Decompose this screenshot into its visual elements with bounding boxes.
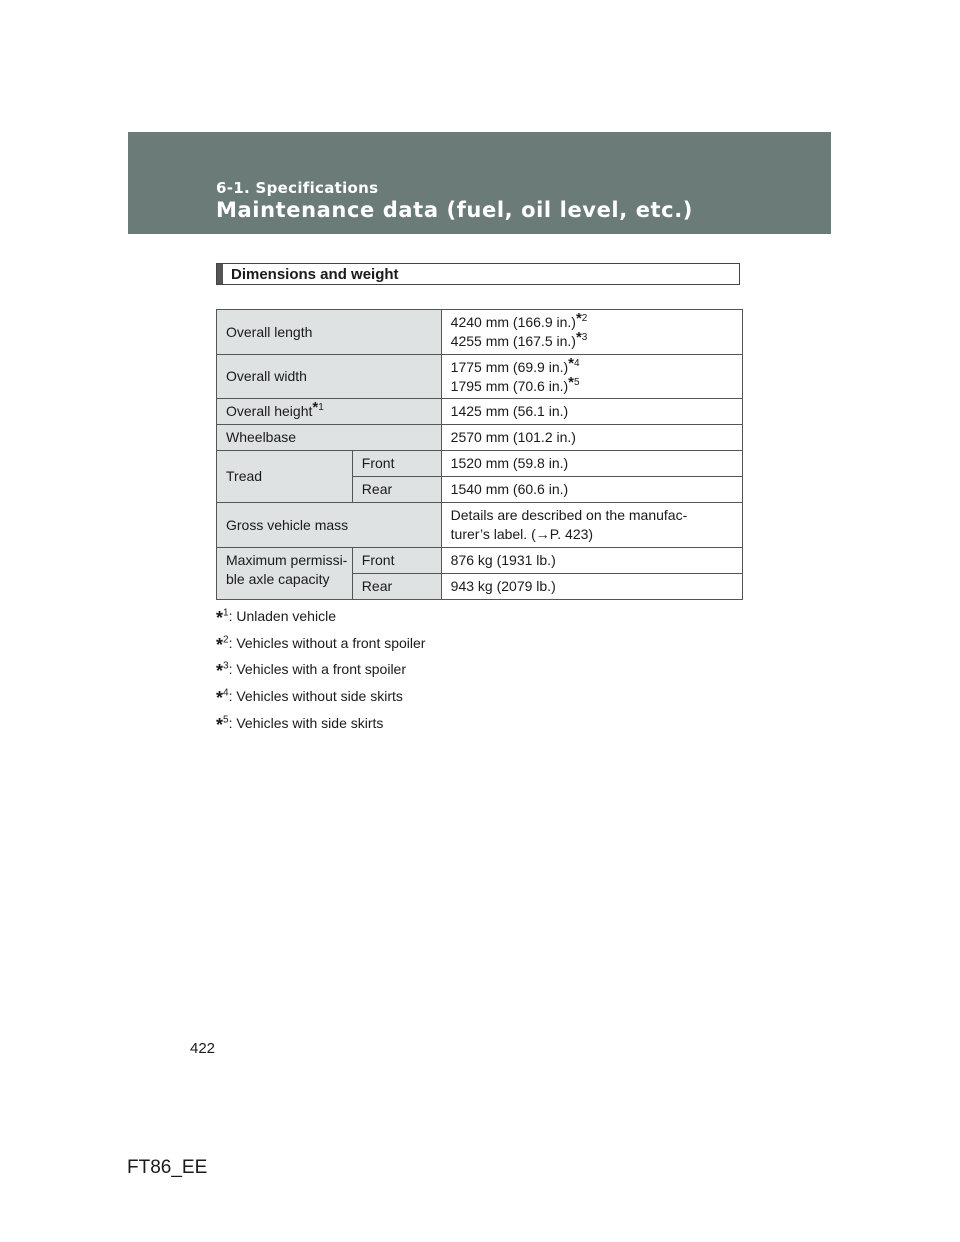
overall-width-line1: 1775 mm (69.9 in.) [450,358,569,375]
gross-vehicle-mass-label: Gross vehicle mass [217,503,442,548]
overall-width-value [441,355,742,399]
asterisk: * [575,329,582,347]
footnote-number: 5 [223,714,229,726]
asterisk: * [216,608,224,628]
axle-rear-label: Rear [352,574,441,600]
table-row [217,503,743,548]
section-label: 6-1. Specifications [216,179,379,197]
axle-capacity-label: Maximum permissi- ble axle capacity [217,548,353,600]
subheading-bar [217,264,223,284]
wheelbase-value: 2570 mm (101.2 in.) [441,425,742,451]
footnote [216,683,425,710]
asterisk: * [575,310,582,328]
axle-rear-value: 943 kg (2079 lb.) [441,574,742,600]
footnotes [216,603,425,736]
axle-front-value: 876 kg (1931 lb.) [441,548,742,574]
wheelbase-label: Wheelbase [217,425,442,451]
asterisk: * [312,399,319,417]
subheading-title: Dimensions and weight [231,266,399,283]
document-code: FT86_EE [127,1157,208,1178]
page-number: 422 [190,1040,216,1057]
table-row [217,355,743,399]
tread-rear-value: 1540 mm (60.6 in.) [441,477,742,503]
axle-front-label: Front [352,548,441,574]
overall-length-line1: 4240 mm (166.9 in.) [450,314,576,330]
footnote-number: 1 [223,607,229,619]
tread-front-label: Front [352,451,441,477]
page-title: Maintenance data (fuel, oil level, etc.) [216,198,694,222]
table-row [217,399,743,425]
dimensions-table [216,309,743,600]
footnote-number: 2 [223,634,229,646]
arrow-icon: → [535,526,550,542]
footnote-ref: 3 [581,332,588,344]
overall-width-line2: 1795 mm (70.6 in.) [450,377,569,394]
overall-length-label: Overall length [217,310,442,355]
overall-height-label: Overall height$^{*1}$ [217,399,442,425]
footnote [216,630,425,657]
asterisk: * [216,634,224,655]
footnote-text: : Unladen vehicle [228,608,336,624]
table-row [217,548,743,574]
chapter-header [128,132,831,234]
footnote-number: 4 [223,687,229,699]
footnote-text: : Vehicles without side skirts [228,688,403,705]
footnote-ref: 5 [574,376,580,388]
subheading-box [216,263,740,285]
gvm-line2-prefix: turer’s label. ( [450,526,536,542]
footnote [216,656,425,683]
overall-height-value: 1425 mm (56.1 in.) [441,399,742,425]
overall-length-line2: 4255 mm (167.5 in.) [450,333,576,349]
gvm-line1: Details are described on the manufac- [450,507,688,523]
asterisk: * [216,688,224,709]
table-row [217,451,743,477]
footnote-text: : Vehicles with a front spoiler [228,661,406,678]
gross-vehicle-mass-value [441,503,742,548]
asterisk: * [216,714,224,735]
tread-front-value: 1520 mm (59.8 in.) [441,451,742,477]
footnote-number: 3 [223,660,229,672]
table-row [217,310,743,355]
asterisk: * [568,373,574,391]
footnote-text: : Vehicles without a front spoiler [228,634,426,651]
asterisk: * [568,354,574,372]
overall-width-label: Overall width [217,355,442,399]
footnote [216,603,425,630]
footnote-ref: 1 [318,402,324,414]
footnote-ref: 4 [574,357,580,369]
asterisk: * [216,661,224,682]
footnote-text: : Vehicles with side skirts [228,714,384,731]
overall-length-value [441,310,742,355]
tread-rear-label: Rear [352,477,441,503]
footnote-ref: 2 [581,313,588,325]
page-reference-link: P. 423) [549,526,594,542]
table-row [217,425,743,451]
tread-label: Tread [217,451,353,503]
footnote [216,710,425,737]
